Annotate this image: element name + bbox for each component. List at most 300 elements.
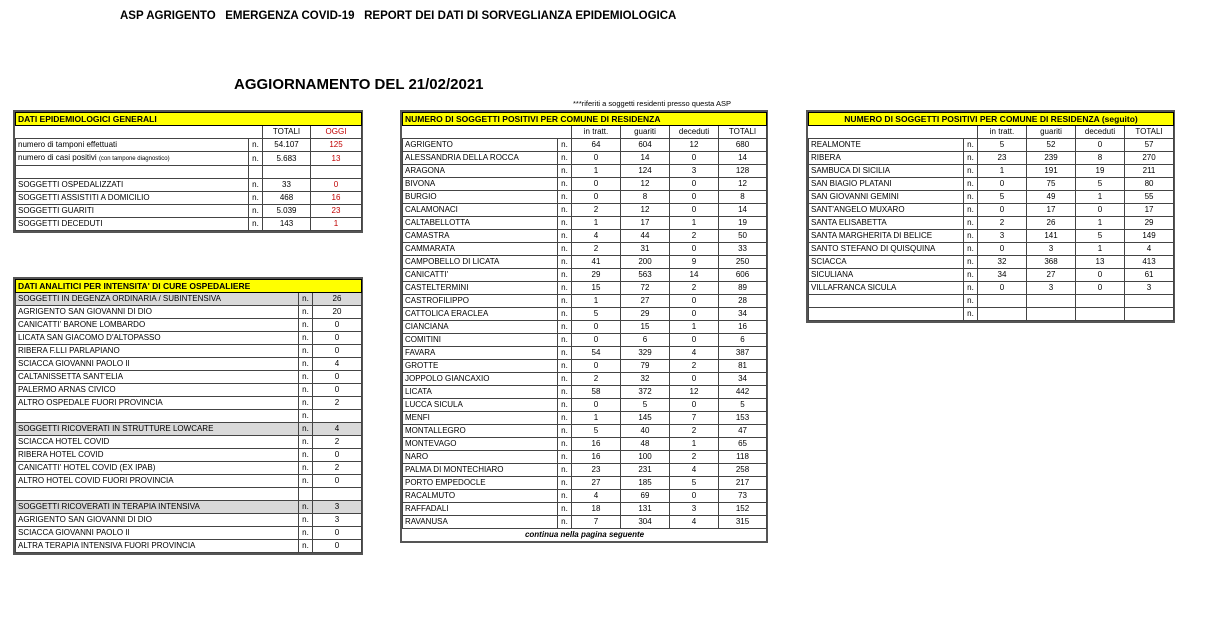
row-label [16,139,249,152]
row-value: 0 [313,539,362,552]
row-label: SCIACCA GIOVANNI PAOLO II [16,358,299,371]
deceduti: 0 [1076,282,1125,295]
in-tratt: 1 [978,165,1027,178]
deceduti: 8 [1076,152,1125,165]
table-row [403,178,767,191]
row-oggi: 0 [311,178,362,191]
row-label: CALTANISSETTA SANT'ELIA [16,371,299,384]
table-row [16,191,362,204]
table-row [16,358,362,371]
in-tratt: 7 [572,516,621,529]
totali: 29 [1125,217,1174,230]
row-value [313,410,362,423]
in-tratt: 0 [572,360,621,373]
row-value: 0 [313,449,362,462]
row-label: SOGGETTI IN DEGENZA ORDINARIA / SUBINTENSIVA [16,293,299,306]
row-n: n. [558,490,572,503]
row-value: 26 [313,293,362,306]
row-value: 2 [313,397,362,410]
in-tratt: 16 [572,438,621,451]
comune-name: CALTABELLOTTA [403,217,558,230]
row-label: ALTRO HOTEL COVID FUORI PROVINCIA [16,475,299,488]
row-n: n. [558,464,572,477]
totali: 17 [1125,204,1174,217]
row-value: 0 [313,319,362,332]
row-n: n. [558,269,572,282]
deceduti: 5 [1076,178,1125,191]
comune-name: SANTA MARGHERITA DI BELICE [809,230,964,243]
guariti: 29 [621,308,670,321]
row-n: n. [964,191,978,204]
row-label: LICATA SAN GIACOMO D'ALTOPASSO [16,332,299,345]
comuni-seguito-title: NUMERO DI SOGGETTI POSITIVI PER COMUNE DI RESIDENZA (seguito) [809,113,1174,126]
table-row [809,165,1174,178]
totali: 19 [719,217,767,230]
col-oggi: OGGI [311,126,362,139]
guariti: 145 [621,412,670,425]
deceduti: 3 [670,165,719,178]
guariti: 79 [621,360,670,373]
comuni-seguito-table-box [806,110,1175,323]
col-in-tratt: in tratt. [978,126,1027,139]
totali: 50 [719,230,767,243]
deceduti: 1 [670,321,719,334]
in-tratt: 0 [572,191,621,204]
table-row [403,308,767,321]
table-row [403,230,767,243]
row-label-text: SOGGETTI OSPEDALIZZATI [18,179,124,189]
row-value: 0 [313,475,362,488]
deceduti: 4 [670,347,719,360]
in-tratt: 0 [572,334,621,347]
row-label: ALTRO OSPEDALE FUORI PROVINCIA [16,397,299,410]
in-tratt: 2 [978,217,1027,230]
comune-name: BURGIO [403,191,558,204]
deceduti: 0 [670,295,719,308]
totali: 16 [719,321,767,334]
report-header: ASP AGRIGENTO EMERGENZA COVID-19 REPORT DEI DATI DI SORVEGLIANZA EPIDEMIOLOGICA [120,10,677,22]
guariti: 75 [1027,178,1076,191]
comune-name: PORTO EMPEDOCLE [403,477,558,490]
comune-name: CAMMARATA [403,243,558,256]
totali: 14 [719,204,767,217]
comune-name: RAFFADALI [403,503,558,516]
row-label: SOGGETTI RICOVERATI IN STRUTTURE LOWCARE [16,423,299,436]
table-row [16,462,362,475]
comune-name: CAMPOBELLO DI LICATA [403,256,558,269]
table-row [403,490,767,503]
table-row [16,397,362,410]
guariti: 17 [621,217,670,230]
row-n: n. [299,423,313,436]
epi-title: DATI EPIDEMIOLOGICI GENERALI [16,113,362,126]
guariti: 141 [1027,230,1076,243]
guariti: 40 [621,425,670,438]
in-tratt: 4 [572,490,621,503]
table-row [16,139,362,152]
row-oggi: 23 [311,204,362,217]
deceduti [1076,308,1125,321]
comune-name: LUCCA SICULA [403,399,558,412]
comuni-seguito-table [808,112,1174,321]
totali [1125,295,1174,308]
deceduti: 1 [1076,217,1125,230]
table-row [403,204,767,217]
guariti: 6 [621,334,670,347]
residents-note: ***riferiti a soggetti residenti presso questa ASP [573,99,732,108]
guariti: 49 [1027,191,1076,204]
row-label [16,410,299,423]
totali: 4 [1125,243,1174,256]
guariti: 26 [1027,217,1076,230]
totali: 211 [1125,165,1174,178]
row-label-text: SOGGETTI GUARITI [18,205,95,215]
row-label: RIBERA F.LLI PARLAPIANO [16,345,299,358]
table-row [16,513,362,526]
deceduti: 0 [670,204,719,217]
row-n: n. [249,217,263,230]
row-label: ALTRA TERAPIA INTENSIVA FUORI PROVINCIA [16,539,299,552]
deceduti: 1 [670,217,719,230]
row-n: n. [299,345,313,358]
in-tratt: 32 [978,256,1027,269]
in-tratt: 0 [572,178,621,191]
cure-table-box [13,277,363,555]
guariti: 48 [621,438,670,451]
table-row [16,178,362,191]
guariti: 329 [621,347,670,360]
table-row [403,347,767,360]
row-n: n. [558,360,572,373]
guariti: 191 [1027,165,1076,178]
comune-name: SAN BIAGIO PLATANI [809,178,964,191]
row-value [313,488,362,501]
comune-name: RIBERA [809,152,964,165]
guariti: 32 [621,373,670,386]
deceduti: 0 [670,399,719,412]
row-n: n. [558,477,572,490]
totali: 413 [1125,256,1174,269]
totali: 28 [719,295,767,308]
guariti [1027,308,1076,321]
row-n: n. [558,204,572,217]
table-row [16,449,362,462]
comune-name: CANICATTI' [403,269,558,282]
update-title: AGGIORNAMENTO DEL 21/02/2021 [234,76,484,93]
table-row [16,332,362,345]
table-row [403,295,767,308]
in-tratt: 1 [572,165,621,178]
row-n: n. [558,243,572,256]
comune-name: VILLAFRANCA SICULA [809,282,964,295]
row-n: n. [964,217,978,230]
row-totali: 5.683 [263,152,311,166]
guariti: 12 [621,178,670,191]
comune-name: CIANCIANA [403,321,558,334]
row-label [16,217,249,230]
totali: 8 [719,191,767,204]
col-guariti: guariti [1027,126,1076,139]
row-n: n. [299,358,313,371]
totali: 89 [719,282,767,295]
row-n: n. [964,256,978,269]
row-label: RIBERA HOTEL COVID [16,449,299,462]
table-row [809,256,1174,269]
comune-name: SAMBUCA DI SICILIA [809,165,964,178]
row-n: n. [249,191,263,204]
col-totali: TOTALI [719,126,767,139]
deceduti: 0 [670,191,719,204]
row-n: n. [558,152,572,165]
guariti: 31 [621,243,670,256]
comune-name: GROTTE [403,360,558,373]
comune-name: LICATA [403,386,558,399]
table-row [809,308,1174,321]
deceduti: 5 [1076,230,1125,243]
guariti: 200 [621,256,670,269]
row-n: n. [299,436,313,449]
row-label: CANICATTI' HOTEL COVID (EX IPAB) [16,462,299,475]
comune-name: SCIACCA [809,256,964,269]
table-row [403,464,767,477]
table-row [809,191,1174,204]
table-row [16,436,362,449]
row-n: n. [558,230,572,243]
deceduti: 0 [670,373,719,386]
epi-table [15,112,362,231]
comune-name [809,295,964,308]
deceduti: 1 [670,438,719,451]
comune-name: SICULIANA [809,269,964,282]
in-tratt: 1 [572,217,621,230]
table-row [403,217,767,230]
guariti: 14 [621,152,670,165]
table-row [809,139,1174,152]
comune-name: RACALMUTO [403,490,558,503]
row-value: 2 [313,462,362,475]
row-value: 0 [313,345,362,358]
comuni-table [402,112,767,541]
row-n [299,488,313,501]
row-n: n. [558,386,572,399]
row-n: n. [558,217,572,230]
table-row [809,152,1174,165]
comune-name: JOPPOLO GIANCAXIO [403,373,558,386]
row-n: n. [558,516,572,529]
table-row [16,488,362,501]
row-n: n. [964,295,978,308]
row-value: 0 [313,384,362,397]
row-n: n. [964,139,978,152]
row-totali: 54.107 [263,139,311,152]
totali: 315 [719,516,767,529]
guariti: 304 [621,516,670,529]
row-n: n. [558,451,572,464]
table-row [809,295,1174,308]
in-tratt: 0 [572,152,621,165]
table-row [403,425,767,438]
row-n: n. [299,410,313,423]
table-row [809,243,1174,256]
totali: 250 [719,256,767,269]
table-row [16,500,362,513]
deceduti: 2 [670,360,719,373]
deceduti: 0 [670,243,719,256]
in-tratt [978,295,1027,308]
row-n: n. [558,191,572,204]
row-label: SCIACCA HOTEL COVID [16,436,299,449]
col-guariti: guariti [621,126,670,139]
row-value: 20 [313,306,362,319]
row-n: n. [558,425,572,438]
row-n: n. [249,204,263,217]
row-n: n. [558,295,572,308]
table-row [16,204,362,217]
in-tratt: 3 [978,230,1027,243]
totali: 118 [719,451,767,464]
guariti: 231 [621,464,670,477]
row-value: 3 [313,500,362,513]
table-row [403,451,767,464]
row-label-text: SOGGETTI DECEDUTI [18,218,103,228]
cure-table [15,279,362,553]
comune-name: FAVARA [403,347,558,360]
guariti: 12 [621,204,670,217]
table-row [809,217,1174,230]
in-tratt: 29 [572,269,621,282]
table-row [16,423,362,436]
row-n: n. [558,308,572,321]
col-in-tratt: in tratt. [572,126,621,139]
deceduti: 12 [670,386,719,399]
comune-name: MENFI [403,412,558,425]
deceduti: 5 [670,477,719,490]
epi-table-box [13,110,363,233]
row-n: n. [299,526,313,539]
deceduti: 2 [670,230,719,243]
in-tratt: 5 [572,425,621,438]
row-n: n. [558,165,572,178]
in-tratt: 16 [572,451,621,464]
in-tratt: 4 [572,230,621,243]
table-row [16,384,362,397]
table-row [403,438,767,451]
row-n: n. [964,269,978,282]
row-label: SOGGETTI RICOVERATI IN TERAPIA INTENSIVA [16,500,299,513]
row-n: n. [964,282,978,295]
deceduti [1076,295,1125,308]
row-n: n. [299,500,313,513]
deceduti: 0 [670,490,719,503]
in-tratt: 5 [978,191,1027,204]
deceduti: 9 [670,256,719,269]
row-n: n. [299,539,313,552]
row-label [16,178,249,191]
guariti: 604 [621,139,670,152]
cure-title: DATI ANALITICI PER INTENSITA' DI CURE OSPEDALIERE [16,280,362,293]
in-tratt: 41 [572,256,621,269]
totali: 81 [719,360,767,373]
in-tratt: 34 [978,269,1027,282]
row-oggi: 16 [311,191,362,204]
comune-name: BIVONA [403,178,558,191]
table-row [403,412,767,425]
table-row [403,256,767,269]
row-value: 4 [313,423,362,436]
deceduti: 0 [670,334,719,347]
in-tratt: 0 [978,204,1027,217]
totali: 258 [719,464,767,477]
guariti: 69 [621,490,670,503]
table-row [16,371,362,384]
deceduti: 7 [670,412,719,425]
guariti: 27 [621,295,670,308]
totali: 73 [719,490,767,503]
row-label: AGRIGENTO SAN GIOVANNI DI DIO [16,306,299,319]
table-row [16,319,362,332]
row-oggi: 1 [311,217,362,230]
deceduti: 12 [670,139,719,152]
in-tratt: 1 [572,295,621,308]
row-n: n. [558,399,572,412]
row-totali: 143 [263,217,311,230]
guariti: 563 [621,269,670,282]
comune-name: AGRIGENTO [403,139,558,152]
table-row [403,373,767,386]
row-label-text: numero di casi positivi [18,153,97,162]
guariti [1027,295,1076,308]
table-row [16,217,362,230]
row-totali: 33 [263,178,311,191]
guariti: 5 [621,399,670,412]
row-n [249,166,263,179]
comune-name: PALMA DI MONTECHIARO [403,464,558,477]
in-tratt: 0 [978,178,1027,191]
row-n: n. [249,139,263,152]
deceduti: 19 [1076,165,1125,178]
guariti: 3 [1027,243,1076,256]
deceduti: 2 [670,282,719,295]
row-n: n. [299,449,313,462]
comune-name: CASTELTERMINI [403,282,558,295]
comune-name: MONTALLEGRO [403,425,558,438]
comune-name: CAMASTRA [403,230,558,243]
row-n: n. [558,412,572,425]
totali: 57 [1125,139,1174,152]
comune-name: REALMONTE [809,139,964,152]
guariti: 15 [621,321,670,334]
row-label-text: numero di tamponi effettuati [18,140,118,149]
in-tratt: 54 [572,347,621,360]
table-row [403,321,767,334]
guariti: 3 [1027,282,1076,295]
row-value: 3 [313,513,362,526]
table-row [16,166,362,179]
row-value: 0 [313,526,362,539]
totali: 61 [1125,269,1174,282]
table-row [809,204,1174,217]
deceduti: 2 [670,425,719,438]
row-label: CANICATTI' BARONE LOMBARDO [16,319,299,332]
comune-name: SANTO STEFANO DI QUISQUINA [809,243,964,256]
totali: 5 [719,399,767,412]
row-n: n. [964,178,978,191]
in-tratt: 5 [572,308,621,321]
table-row [16,306,362,319]
deceduti: 14 [670,269,719,282]
table-row [403,360,767,373]
row-n: n. [558,373,572,386]
